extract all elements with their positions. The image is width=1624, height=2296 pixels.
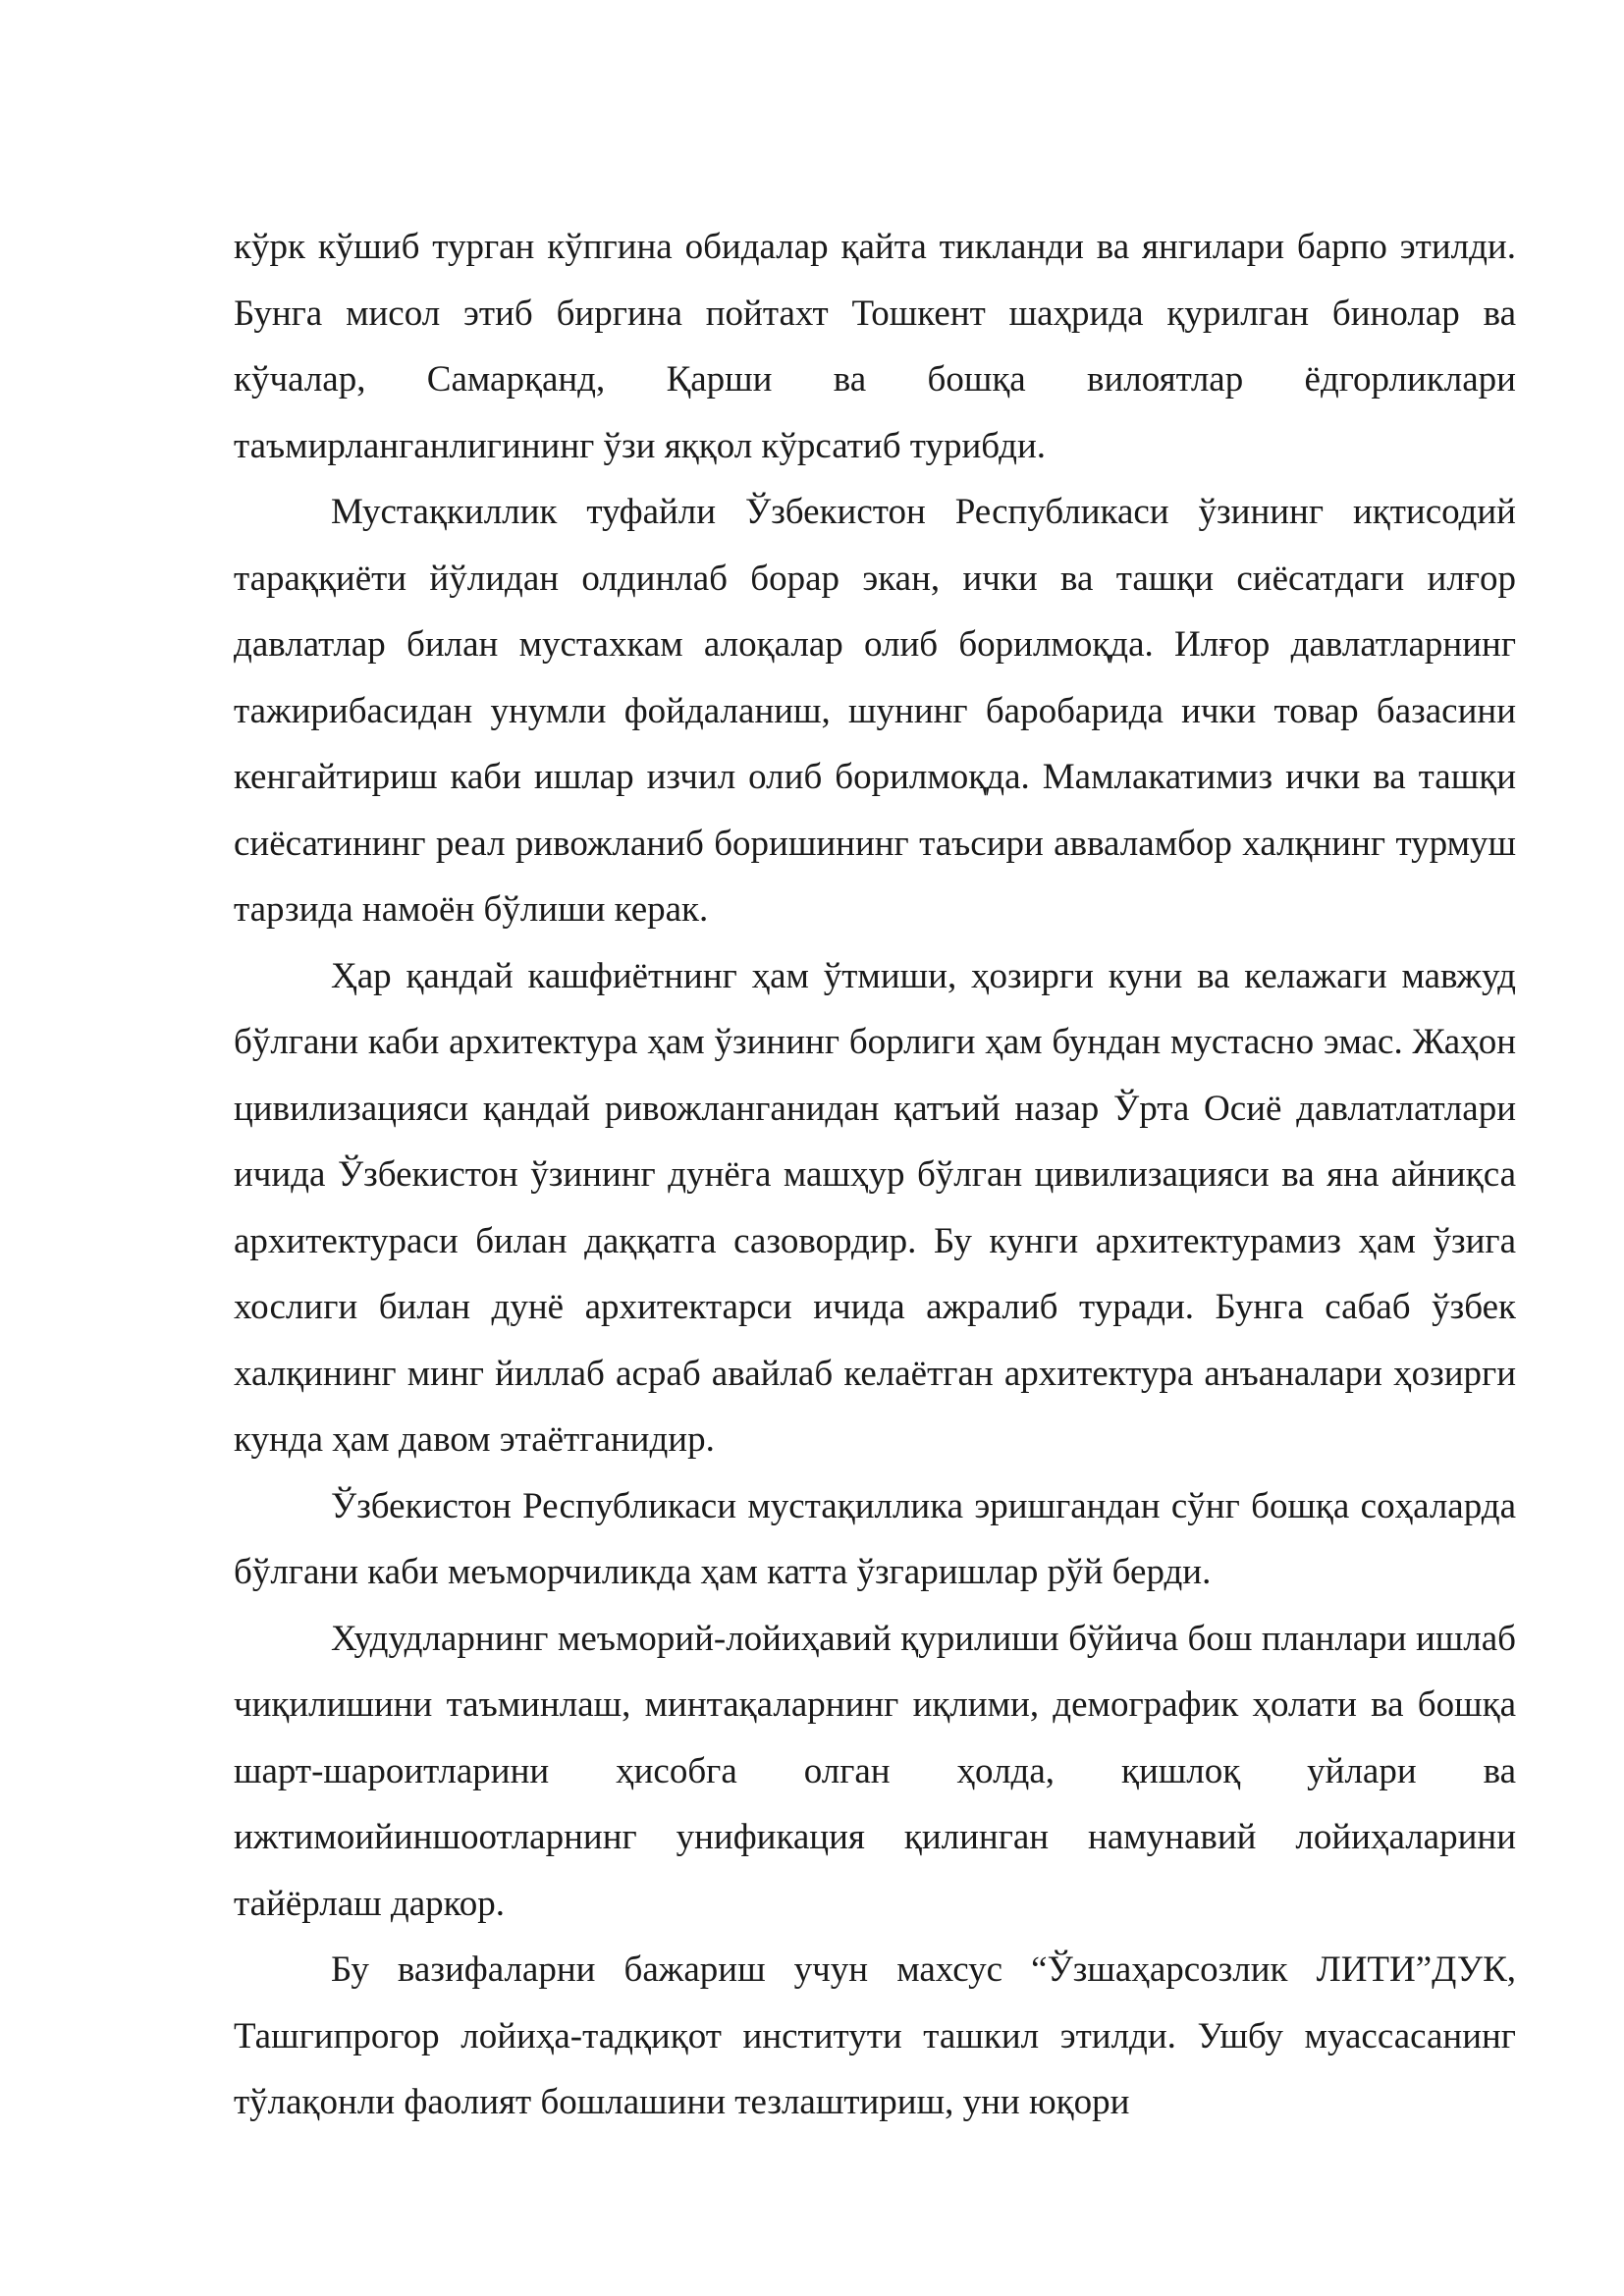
paragraph-3: Ҳар қандай кашфиётнинг ҳам ўтмиши, ҳозирги куни ва келажаги мавжуд бўлгани каби архитектура ҳам ўзининг борлиги ҳам бундан мустасно эмас. Жаҳон цивилизацияси қандай ривожланганидан қатъий назар Ўрта Осиё давлатлатлари ичида Ўзбекистон ўзининг дунёга машҳур бўлган цивилизацияси ва яна айниқса архитектураси билан даққатга сазовордир. Бу кунги архитектурамиз ҳам ўзига хослиги билан дунё архитектарси ичида ажралиб туради. Бунга сабаб ўзбек халқининг минг йиллаб асраб авайлаб келаётган архитектура анъаналари ҳозирги кунда ҳам давом этаётганидир. [234,955,1516,1460]
paragraph-5: Худудларнинг меъморий-лойиҳавий қурилиши бўйича бош планлари ишлаб чиқилишини таъминлаш, минтақаларнинг иқлими, демографик ҳолати ва бошқа шарт-шароитларини ҳисобга олган ҳолда, қишлоқ уйлари ва ижтимоийиншоотларнинг унификация қилинган намунавий лойиҳаларини тайёрлаш даркор. [234,1618,1516,1924]
paragraph-6: Бу вазифаларни бажариш учун махсус “Ўзшаҳарсозлик ЛИТИ”ДУК, Ташгипрогор лойиҳа-тадқиқот институти ташкил этилди. Ушбу муассасанинг тўлақонли фаолият бошлашини тезлаштириш, уни юқори [234,1949,1516,2122]
document-body [234,214,1516,2136]
paragraph-2: Мустақкиллик туфайли Ўзбекистон Республикаси ўзининг иқтисодий тараққиёти йўлидан олдинлаб борар экан, ички ва ташқи сиёсатдаги илғор давлатлар билан мустахкам алоқалар олиб борилмоқда. Илғор давлатларнинг тажирибасидан унумли фойдаланиш, шунинг баробарида ички товар базасини кенгайтириш каби ишлар изчил олиб борилмоқда. Мамлакатимиз ички ва ташқи сиёсатининг реал ривожланиб боришининг таъсири авваламбор халқнинг турмуш тарзида намоён бўлиши керак. [234,492,1516,930]
paragraph-4: Ўзбекистон Республикаси мустақиллика эришгандан сўнг бошқа соҳаларда бўлгани каби меъморчиликда ҳам катта ўзгаришлар рўй берди. [234,1485,1516,1592]
paragraph-1: кўрк кўшиб турган кўпгина обидалар қайта тикланди ва янгилари барпо этилди. Бунга мисол этиб биргина пойтахт Тошкент шаҳрида қурилган бинолар ва кўчалар, Самарқанд, Қарши ва бошқа вилоятлар ёдгорликлари таъмирланганлигининг ўзи яққол кўрсатиб турибди. [234,227,1516,466]
